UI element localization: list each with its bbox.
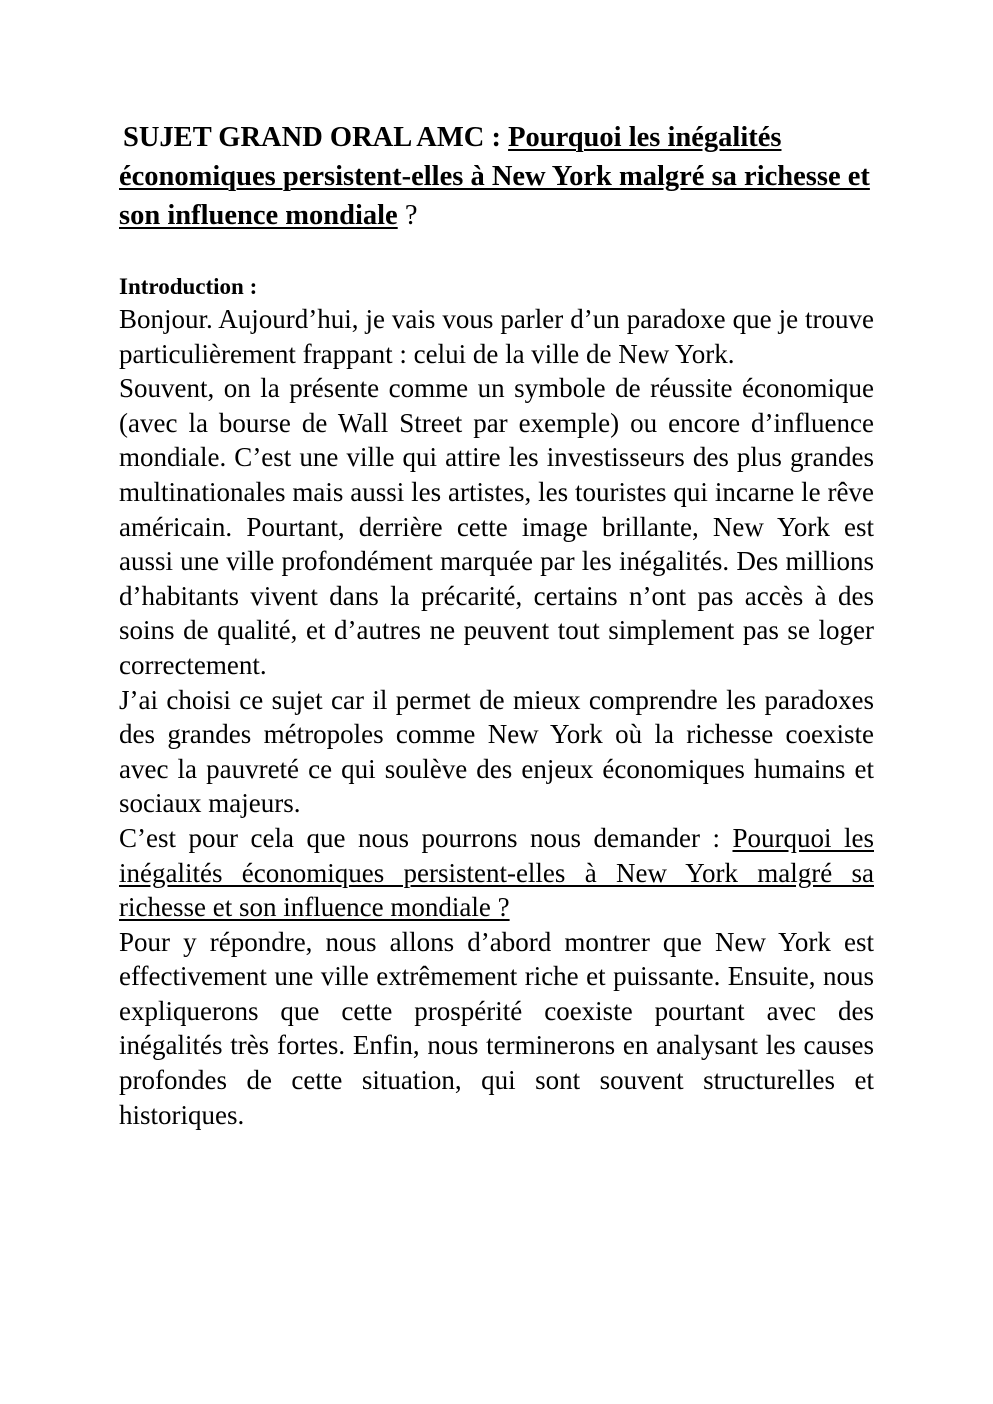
document-body	[119, 118, 874, 1132]
title-question: Pourquoi les inégalités économiques persistent-elles à New York malgré sa richesse et son influence mondiale	[119, 122, 870, 231]
document-title	[119, 118, 874, 235]
paragraph-context: Souvent, on la présente comme un symbole de réussite économique (avec la bourse de Wall Street par exemple) ou encore d’influence mondiale. C’est une ville qui attire les investisseurs des plus grandes multinationales mais aussi les artistes, les touristes qui incarne le rêve américain. Pourtant, derrière cette image brillante, New York est aussi une ville profondément marquée par les inégalités. Des millions d’habitants vivent dans la précarité, certains n’ont pas accès à des soins de qualité, et d’autres ne peuvent tout simplement pas se loger correctement.	[119, 373, 874, 680]
problem-question: Pourquoi les inégalités économiques persistent-elles à New York malgré sa richesse et son influence mondiale ?	[119, 822, 874, 923]
title-prefix: SUJET GRAND ORAL AMC :	[123, 122, 509, 153]
paragraph-problem-statement	[119, 821, 874, 925]
paragraph-motivation: J’ai choisi ce sujet car il permet de mieux comprendre les paradoxes des grandes métropoles comme New York où la richesse coexiste avec la pauvreté ce qui soulève des enjeux économiques humains et sociaux majeurs.	[119, 684, 874, 819]
title-question-mark: ?	[397, 200, 418, 231]
introduction-heading: Introduction :	[119, 274, 258, 299]
paragraph-plan: Pour y répondre, nous allons d’abord montrer que New York est effectivement une ville extrêmement riche et puissante. Ensuite, nous expliquerons que cette prospérité coexiste pourtant avec des inégalités très fortes. Enfin, nous terminerons en analysant les causes profondes de cette situation, qui sont souvent structurelles et historiques.	[119, 926, 874, 1130]
problem-intro: C’est pour cela que nous pourrons nous demander :	[119, 822, 733, 853]
paragraph-opening: Bonjour. Aujourd’hui, je vais vous parler d’un paradoxe que je trouve particulièrement frappant : celui de la ville de New York.	[119, 304, 874, 369]
